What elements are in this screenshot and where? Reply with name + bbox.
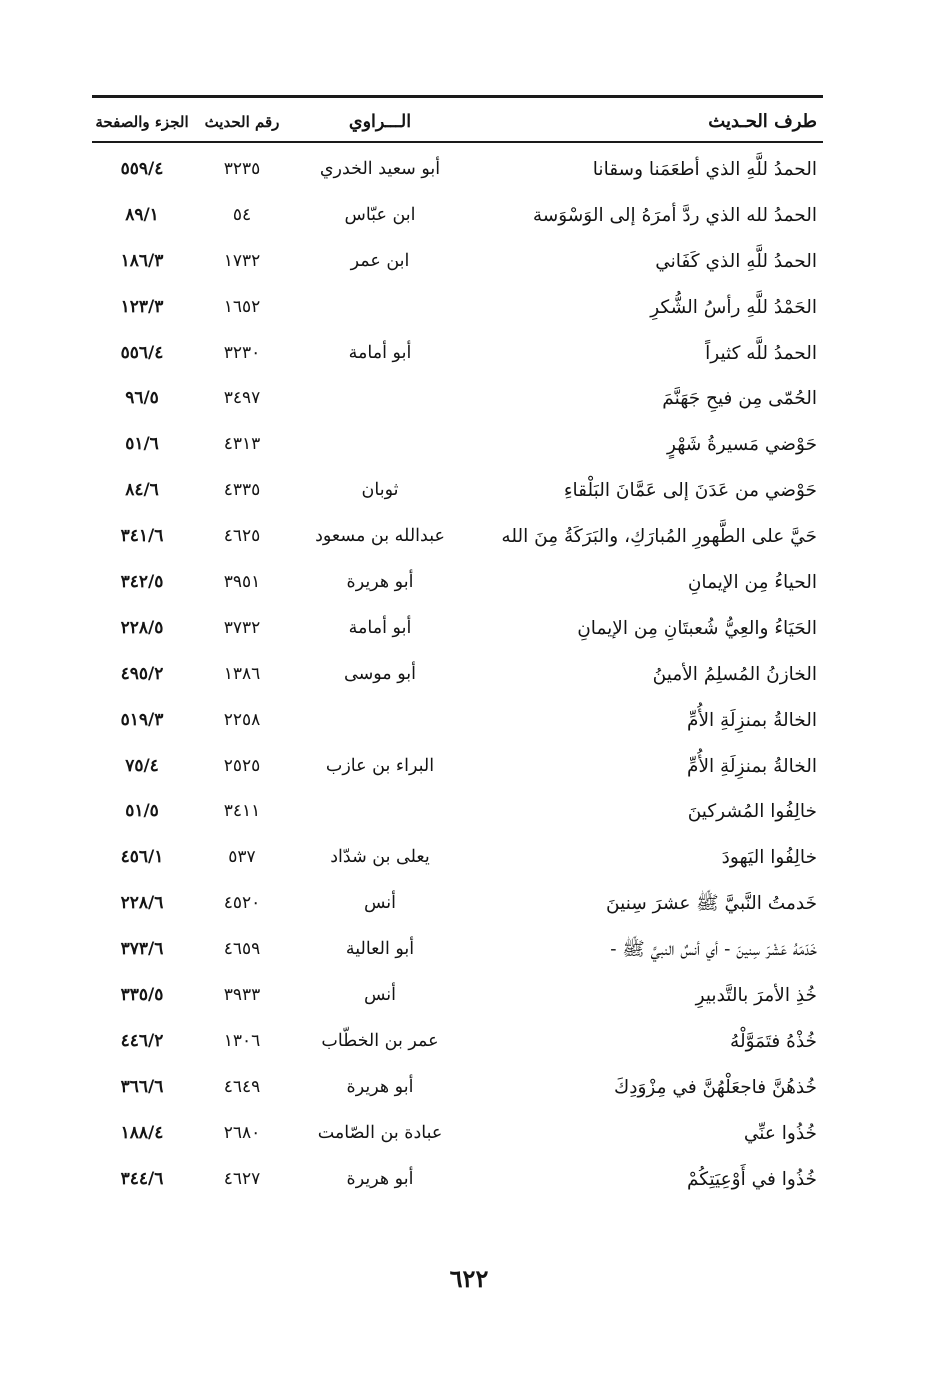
hadith-number-cell: ٤٣٣٥ xyxy=(223,480,261,501)
hadith-cell: خالِفُوا اليَهودَ xyxy=(721,847,817,869)
table-row xyxy=(92,744,823,790)
hadith-cell: الخالةُ بمنزِلَةِ الأُمِّ xyxy=(686,755,817,777)
table-row xyxy=(92,927,823,973)
hadith-number-cell: ١٦٥٢ xyxy=(223,296,261,317)
hadith-cell: خُذُوا عنِّي xyxy=(743,1122,817,1144)
table-row xyxy=(92,376,823,422)
volume-page-cell: ٢٢٨/٥ xyxy=(120,617,164,638)
volume-page-cell: ٤٤٦/٢ xyxy=(120,1030,164,1051)
volume-page-cell: ٥١/٥ xyxy=(125,801,159,822)
narrator-cell: أنس xyxy=(363,985,397,1006)
hadith-number-cell: ٤٦٢٥ xyxy=(223,526,261,547)
table-row xyxy=(92,1065,823,1111)
narrator-cell: أنس xyxy=(363,893,397,914)
hadith-number-cell: ١٣٠٦ xyxy=(223,1030,261,1051)
narrator-cell xyxy=(310,285,450,331)
table-row xyxy=(92,1019,823,1065)
hadith-number-cell: ٢٥٢٥ xyxy=(223,755,261,776)
table-row xyxy=(92,422,823,468)
header-rule xyxy=(92,141,823,143)
hadith-number-cell: ٤٦٤٩ xyxy=(223,1076,261,1097)
volume-page-cell: ٥١٩/٣ xyxy=(120,709,164,730)
table-row xyxy=(92,835,823,881)
volume-page-cell: ٧٥/٤ xyxy=(125,755,159,776)
table-row xyxy=(92,331,823,377)
hadith-cell: خالِفُوا المُشركينَ xyxy=(687,801,817,823)
hadith-number-cell: ٣٢٣٥ xyxy=(223,159,261,179)
hadith-cell: الحَمْدُ للَّهِ رأسُ الشُّكرِ xyxy=(650,296,817,318)
volume-page-cell: ١٢٣/٣ xyxy=(120,296,164,317)
narrator-cell xyxy=(310,376,450,422)
narrator-cell xyxy=(310,422,450,468)
table-header xyxy=(92,104,823,140)
hadith-cell: خُذْهُ فتَمَوَّلْهُ xyxy=(730,1030,817,1052)
table-row xyxy=(92,193,823,239)
volume-page-cell: ٥١/٦ xyxy=(125,434,159,455)
table-row xyxy=(92,789,823,835)
top-rule xyxy=(92,95,823,98)
narrator-cell: أبو هريرة xyxy=(346,1076,414,1097)
hadith-number-cell: ٣٧٣٢ xyxy=(223,617,261,638)
narrator-cell: ابن عبّاس xyxy=(344,204,416,225)
narrator-cell: أبو موسى xyxy=(344,663,416,684)
table-row xyxy=(92,973,823,1019)
volume-page-cell: ١٨٦/٣ xyxy=(120,250,164,271)
table-row xyxy=(92,560,823,606)
narrator-cell: ثوبان xyxy=(361,480,399,501)
table-row xyxy=(92,1111,823,1157)
hadith-number-cell: ٤٣١٣ xyxy=(223,434,261,455)
hadith-cell: الحَيَاءُ والعِيُّ شُعبتَانِ مِن الإيمانِ xyxy=(577,617,817,639)
volume-page-cell: ٣٤٤/٦ xyxy=(120,1168,164,1189)
hadith-cell: حَوْضي مَسيرةُ شَهْرٍ xyxy=(666,434,817,456)
table-row xyxy=(92,606,823,652)
hadith-cell: خُذهُنَّ فاجعَلْهُنَّ في مِزْوَدِكَ xyxy=(613,1076,817,1098)
volume-page-cell: ١٨٨/٤ xyxy=(120,1122,164,1143)
table-row xyxy=(92,239,823,285)
hadith-cell: حَوْضي من عَدَنَ إلى عَمَّانَ البَلْقاءِ xyxy=(563,480,817,502)
hadith-cell: الحياءُ مِن الإيمانِ xyxy=(687,572,817,594)
volume-page-cell: ٨٤/٦ xyxy=(125,480,159,501)
narrator-cell: ابن عمر xyxy=(350,250,410,271)
narrator-cell: أبو هريرة xyxy=(346,1168,414,1189)
hadith-number-cell: ٣٩٣٣ xyxy=(223,985,261,1006)
hadith-number-cell: ٥٣٧ xyxy=(228,847,256,868)
hadith-number-cell: ٥٤ xyxy=(232,204,252,225)
hadith-cell: الحُمّى مِن فيحِ جَهَنَّمَ xyxy=(662,388,817,410)
volume-page-cell: ٣٧٣/٦ xyxy=(120,939,164,960)
hadith-number-cell: ٤٦٥٩ xyxy=(223,939,261,960)
table-row xyxy=(92,652,823,698)
hadith-cell: الحمدُ للَّه كثيراً xyxy=(705,342,817,364)
hadith-number-cell: ٤٥٢٠ xyxy=(223,893,261,914)
narrator-cell: أبو هريرة xyxy=(346,572,414,593)
header-volume-page: الجزء والصفحة xyxy=(95,113,189,131)
narrator-cell: البراء بن عازب xyxy=(325,755,435,776)
hadith-cell: خَدمتُ النَّبيَّ ﷺ عشرَ سِنينَ xyxy=(606,893,817,915)
volume-page-cell: ٥٥٦/٤ xyxy=(120,342,164,363)
hadith-number-cell: ٣٢٣٠ xyxy=(223,342,261,363)
volume-page-cell: ٢٢٨/٦ xyxy=(120,893,164,914)
hadith-cell: خُذِ الأمرَ بالتَّدبيرِ xyxy=(695,985,817,1007)
narrator-cell: أبو أمامة xyxy=(348,617,412,638)
header-number: رقم الحديث xyxy=(204,113,280,131)
volume-page-cell: ٨٩/١ xyxy=(125,204,159,225)
narrator-cell: أبو سعيد الخدري xyxy=(319,159,441,179)
hadith-number-cell: ١٧٣٢ xyxy=(223,250,261,271)
page-number: ٦٢٢ xyxy=(449,1264,489,1293)
header-hadith: طرف الحـديث xyxy=(708,111,817,132)
hadith-number-cell: ٣٤٩٧ xyxy=(223,388,261,409)
hadith-number-cell: ٤٦٢٧ xyxy=(223,1168,261,1189)
hadith-cell: الخالةُ بمنزِلَةِ الأُمِّ xyxy=(686,709,817,731)
narrator-cell xyxy=(310,789,450,835)
volume-page-cell: ٩٦/٥ xyxy=(125,388,159,409)
table-row xyxy=(92,147,823,193)
hadith-cell: حَيَّ على الطَّهورِ المُبارَكِ، والبَرَكَةُ مِنَ الله xyxy=(501,526,817,548)
hadith-number-cell: ١٣٨٦ xyxy=(223,663,261,684)
volume-page-cell: ٥٥٩/٤ xyxy=(120,159,164,179)
table-row xyxy=(92,514,823,560)
header-narrator: الـــراوي xyxy=(348,112,412,132)
hadith-number-cell: ٢٢٥٨ xyxy=(223,709,261,730)
volume-page-cell: ٣٣٥/٥ xyxy=(120,985,164,1006)
narrator-cell: عبدالله بن مسعود xyxy=(315,526,445,547)
hadith-number-cell: ٣٩٥١ xyxy=(223,572,261,593)
hadith-number-cell: ٢٦٨٠ xyxy=(223,1122,261,1143)
table-row xyxy=(92,285,823,331)
table-row xyxy=(92,881,823,927)
volume-page-cell: ٣٤١/٦ xyxy=(120,526,164,547)
hadith-cell: الحمدُ لله الذي ردَّ أمرَهُ إلى الوَسْوَسة xyxy=(532,204,817,226)
table-body xyxy=(92,147,823,1202)
hadith-cell: خُذُوا في أَوْعِيَتِكُمْ xyxy=(686,1168,817,1190)
table-row xyxy=(92,1157,823,1203)
hadith-cell: الخازنُ المُسلِمُ الأمينُ xyxy=(652,663,817,685)
hadith-number-cell: ٣٤١١ xyxy=(223,801,261,822)
narrator-cell: عمر بن الخطّاب xyxy=(321,1030,439,1051)
narrator-cell: يعلى بن شدّاد xyxy=(330,847,430,868)
volume-page-cell: ٤٩٥/٢ xyxy=(120,663,164,684)
table-row xyxy=(92,468,823,514)
narrator-cell: عبادة بن الصّامت xyxy=(317,1122,443,1143)
narrator-cell xyxy=(310,698,450,744)
hadith-cell: الحمدُ للَّهِ الذي كَفَاني xyxy=(655,250,817,272)
hadith-cell: الحمدُ للَّهِ الذي أطعَمَنا وسقانا xyxy=(592,159,817,180)
narrator-cell: أبو أمامة xyxy=(348,342,412,363)
volume-page-cell: ٣٦٦/٦ xyxy=(120,1076,164,1097)
volume-page-cell: ٤٥٦/١ xyxy=(120,847,164,868)
volume-page-cell: ٣٤٢/٥ xyxy=(120,572,164,593)
narrator-cell: أبو العالية xyxy=(345,939,415,960)
table-row xyxy=(92,698,823,744)
hadith-cell: خَدَمَهُ عَشْرَ سِنينَ - أي أنسٌ النبيَّ ﷺ - xyxy=(610,939,817,961)
